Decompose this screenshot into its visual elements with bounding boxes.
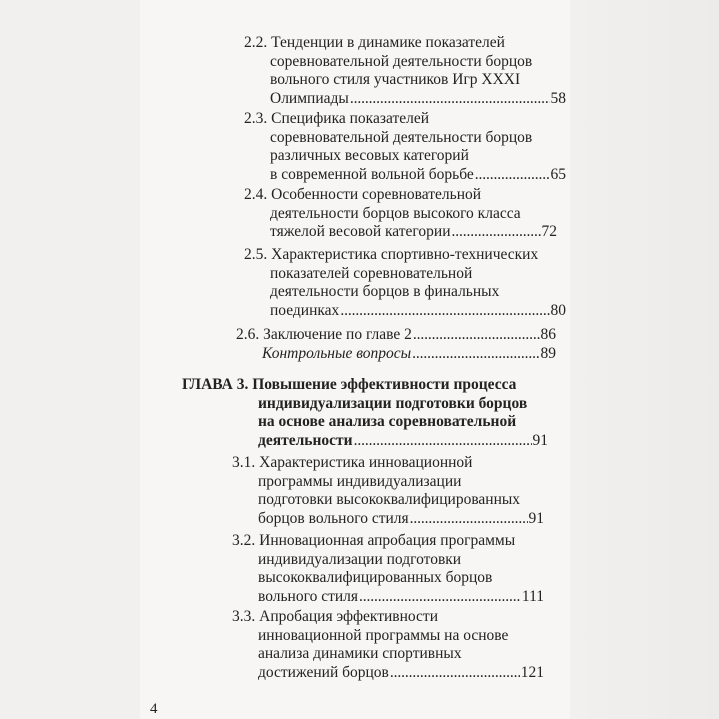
toc-page-number: 121 xyxy=(520,663,544,681)
toc-title-line: высококвалифицированных борцов xyxy=(258,569,493,586)
toc-number: 2.4. xyxy=(244,186,268,203)
toc-page-number: 72 xyxy=(541,223,557,240)
leader-dots xyxy=(475,166,550,185)
toc-page-number: 86 xyxy=(540,326,556,343)
toc-title-line: Контрольные вопросы xyxy=(262,345,412,362)
toc-title-line: тяжелой весовой категории xyxy=(270,223,451,240)
toc-title-line: показателей соревновательной xyxy=(270,264,473,282)
toc-number: 3.3. xyxy=(232,608,256,625)
toc-title-line: достижений борцов xyxy=(258,663,389,681)
toc-entry-3-2[interactable] xyxy=(232,532,544,606)
toc-title-line: деятельности борцов в финальных xyxy=(270,283,500,300)
toc-entry-chapter-3[interactable] xyxy=(182,376,548,450)
leader-dots xyxy=(451,223,540,242)
toc-title-line: программы индивидуализации xyxy=(258,472,462,490)
leader-dots xyxy=(410,510,528,529)
toc-title-line: Олимпиады xyxy=(270,89,349,107)
toc-number: 2.2. xyxy=(244,34,268,51)
toc-title-line: соревновательной деятельности борцов xyxy=(270,128,533,146)
toc-page-number: 91 xyxy=(532,431,548,449)
toc-number: 2.3. xyxy=(244,110,268,127)
toc-title-line: индивидуализации подготовки борцов xyxy=(258,394,528,412)
leader-dots xyxy=(340,302,549,321)
toc-title-line: соревновательной деятельности борцов xyxy=(270,52,533,70)
toc-title-line: анализа динамики спортивных xyxy=(258,645,462,662)
toc-title-line: вольного стиля xyxy=(258,587,359,605)
toc-number: 2.6. xyxy=(236,326,260,343)
toc-title-line: Специфика показателей xyxy=(271,110,430,127)
toc-title-line: борцов вольного стиля xyxy=(258,509,409,527)
leader-dots xyxy=(359,588,521,607)
toc-title-line: Апробация эффективности xyxy=(259,608,439,625)
toc-entry-2-3[interactable] xyxy=(244,110,566,184)
toc-entry-3-3[interactable] xyxy=(232,608,544,682)
toc-title-line: деятельности борцов высокого класса xyxy=(270,204,521,222)
toc-title-line: Особенности соревновательной xyxy=(271,186,482,203)
toc-title-line: Характеристика инновационной xyxy=(259,454,473,471)
toc-title-line: Тенденции в динамике показателей xyxy=(271,34,505,51)
toc-title-line: различных весовых категорий xyxy=(270,147,469,164)
toc-entry-3-1[interactable] xyxy=(232,454,544,528)
toc-number: 2.5. xyxy=(244,246,268,263)
toc-title-line: инновационной программы на основе xyxy=(258,626,509,644)
toc-page-number: 58 xyxy=(550,89,566,107)
toc-title-line: деятельности xyxy=(258,431,353,449)
toc-page-number: 65 xyxy=(550,165,566,183)
toc-entry-review-questions[interactable] xyxy=(262,345,556,364)
toc-title-line: подготовки высококвалифицированных xyxy=(258,491,521,508)
leader-dots xyxy=(412,345,539,364)
toc-title-line: Повышение эффективности процесса xyxy=(252,376,517,393)
toc-title-line: Характеристика спортивно-технических xyxy=(271,246,539,263)
toc-chapter-number: ГЛАВА 3. xyxy=(182,376,249,393)
toc-entry-2-5[interactable] xyxy=(244,246,566,320)
toc-number: 3.2. xyxy=(232,532,256,549)
toc-page-number: 89 xyxy=(540,345,556,362)
leader-dots xyxy=(350,90,550,109)
facing-page-shadow xyxy=(569,0,719,719)
toc-title-line: на основе анализа соревновательной xyxy=(258,413,517,430)
toc-number: 3.1. xyxy=(232,454,256,471)
toc-title-line: Инновационная апробация программы xyxy=(259,532,516,549)
toc-entry-2-6[interactable] xyxy=(236,326,556,345)
page-folio-number: 4 xyxy=(150,701,158,717)
leader-dots xyxy=(413,326,540,345)
toc-page-number: 111 xyxy=(521,587,544,605)
leader-dots xyxy=(390,664,520,683)
toc-title-line: в современной вольной борьбе xyxy=(270,165,474,183)
toc-title-line: индивидуализации подготовки xyxy=(258,550,462,568)
toc-title-line: поединках xyxy=(270,301,340,319)
leader-dots xyxy=(354,432,532,451)
toc-entry-2-2[interactable] xyxy=(244,34,566,108)
toc-page-number: 91 xyxy=(528,509,544,527)
toc-title-line: Заключение по главе 2 xyxy=(263,326,412,343)
toc-page-number: 80 xyxy=(550,301,566,319)
toc-entry-2-4[interactable] xyxy=(244,186,557,242)
toc-title-line: вольного стиля участников Игр XXXI xyxy=(270,71,521,88)
